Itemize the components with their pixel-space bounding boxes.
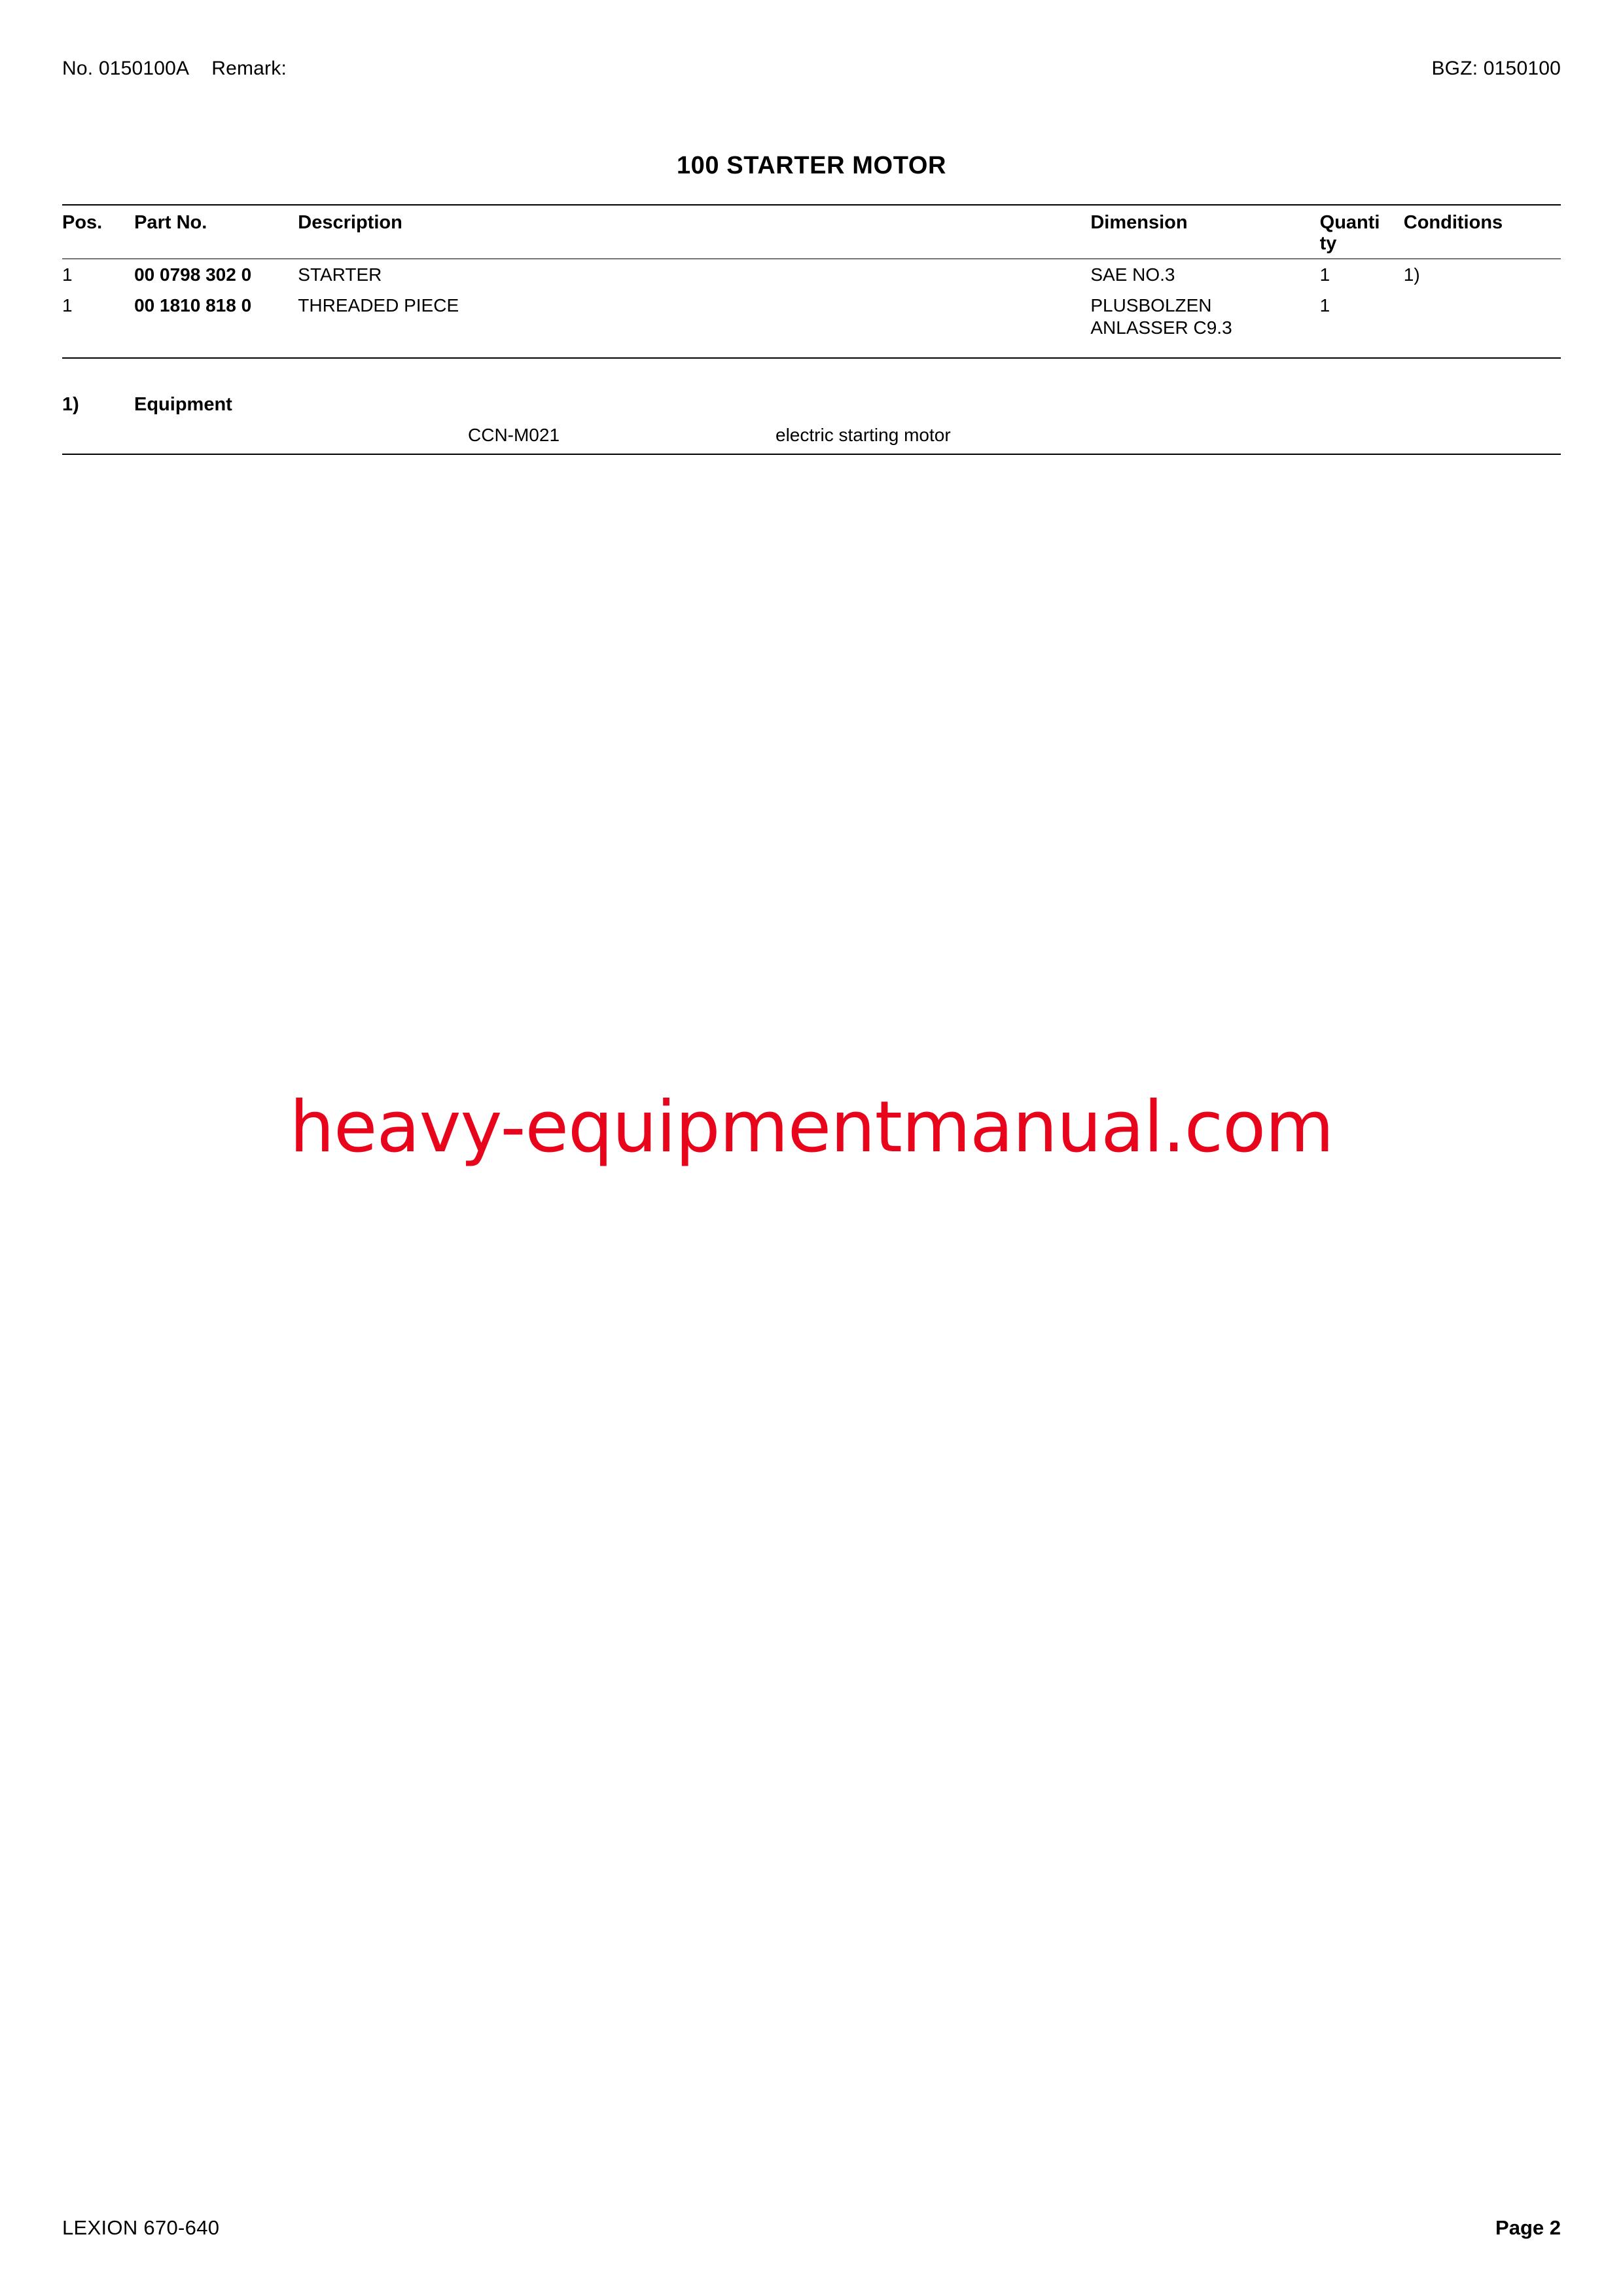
document-number: No. 0150100A xyxy=(62,58,190,79)
column-header-conditions: Conditions xyxy=(1403,212,1503,233)
parts-table-body xyxy=(62,259,1561,343)
column-header-description: Description xyxy=(298,212,402,233)
cell-pos: 1 xyxy=(62,264,73,285)
page-number: Page 2 xyxy=(1495,2216,1561,2239)
column-header-quantity xyxy=(1320,206,1404,259)
cell-quantity: 1 xyxy=(1319,295,1330,315)
column-header-part-no: Part No. xyxy=(134,212,207,233)
parts-table xyxy=(62,206,1561,259)
column-header-quantity-line2: ty xyxy=(1319,233,1337,255)
cell-part-no: 00 1810 818 0 xyxy=(134,295,252,315)
cell-pos: 1 xyxy=(62,295,73,315)
cell-quantity: 1 xyxy=(1319,264,1330,285)
cell-description: STARTER xyxy=(298,264,382,285)
parts-table-wrapper xyxy=(62,204,1561,359)
table-row[interactable] xyxy=(62,259,1561,290)
footnote-heading xyxy=(62,385,1561,422)
page-footer xyxy=(62,2216,1561,2240)
table-bottom-rule xyxy=(62,357,1561,359)
footnote-block xyxy=(62,385,1561,455)
table-header-row xyxy=(62,206,1561,259)
cell-description: THREADED PIECE xyxy=(298,295,459,315)
cell-part-no: 00 0798 302 0 xyxy=(134,264,252,285)
page-header xyxy=(62,58,1561,80)
cell-conditions: 1) xyxy=(1403,264,1420,285)
page-title: 100 STARTER MOTOR xyxy=(676,152,947,179)
cell-conditions xyxy=(1404,290,1561,343)
table-row[interactable] xyxy=(62,290,1561,343)
footnote-title: Equipment xyxy=(134,394,232,415)
footnote-text: electric starting motor xyxy=(776,425,951,445)
column-header-pos: Pos. xyxy=(62,212,103,233)
footnote-code: CCN-M021 xyxy=(468,425,560,445)
remark-label: Remark: xyxy=(211,58,287,79)
watermark: heavy-equipmentmanual.com xyxy=(289,1086,1334,1168)
bgz-number: BGZ: 0150100 xyxy=(1431,58,1561,79)
column-header-dimension: Dimension xyxy=(1090,212,1188,233)
footnote-bottom-rule xyxy=(62,454,1561,455)
cell-dimension-line2: ANLASSER C9.3 xyxy=(1090,317,1232,338)
column-header-quantity-line1: Quanti xyxy=(1319,212,1380,233)
machine-model: LEXION 670-640 xyxy=(62,2216,220,2239)
cell-dimension xyxy=(1090,290,1319,343)
cell-dimension-line1: PLUSBOLZEN xyxy=(1090,295,1212,315)
footnote-mark: 1) xyxy=(62,394,79,415)
cell-dimension: SAE NO.3 xyxy=(1090,264,1175,285)
footnote-row xyxy=(62,422,1561,454)
